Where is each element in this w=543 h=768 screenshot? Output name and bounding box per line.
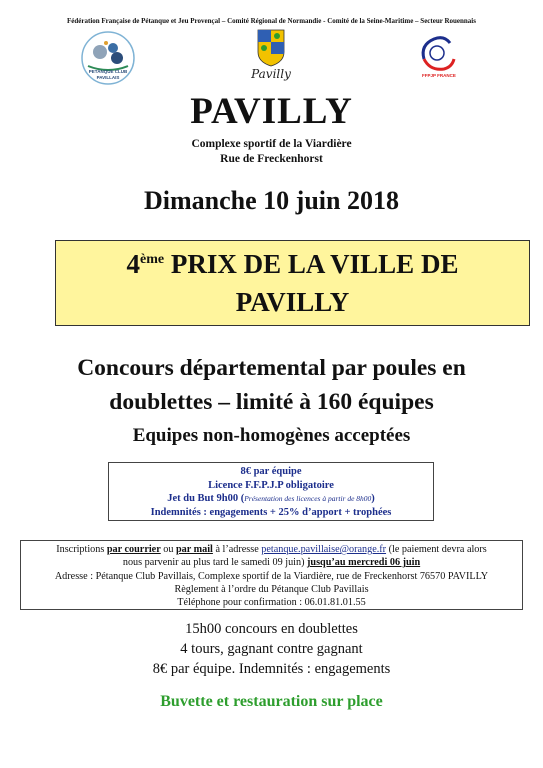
info-box (108, 462, 434, 521)
event-date: Dimanche 10 juin 2018 (144, 186, 399, 215)
concours-line-1: Concours départemental par poules en (77, 355, 466, 381)
logo-center-text: Pavilly (251, 67, 291, 81)
petanque-club-logo (80, 30, 136, 86)
inscriptions-telephone: Téléphone pour confirmation : 06.01.81.01.55 (177, 597, 366, 609)
venue-line-2: Rue de Freckenhorst (220, 153, 323, 165)
ffpjp-logo (410, 31, 460, 81)
federation-line: Fédération Française de Pétanque et Jeu Provençal – Comité Régional de Normandie - Comité de la Seine-Maritime – Secteur Rouennais (67, 17, 476, 25)
logo-left-text-bottom: PAVILLAIS (96, 75, 120, 80)
prix-line-1: 4ème PRIX DE LA VILLE DE (126, 249, 459, 279)
inscriptions-box (20, 540, 523, 610)
info-price: 8€ par équipe (240, 466, 302, 477)
info-jet-note: Présentation des licences à partir de 8h00 (244, 494, 372, 503)
prix-line-2: PAVILLY (235, 287, 350, 317)
inscriptions-address: Adresse : Pétanque Club Pavillais, Complexe sportif de la Viardière, rue de Freckenhorst 76570 PAVILLY (54, 570, 489, 582)
prix-banner (55, 240, 530, 326)
detail-line-3: 8€ par équipe. Indemnités : engagements (152, 661, 391, 677)
detail-line-1: 15h00 concours en doublettes (185, 621, 358, 637)
info-jet: Jet du But 9h00 (Présentation des licences à partir de 8h00) (167, 493, 375, 504)
inscriptions-line-2: nous parvenir au plus tard le samedi 09 juin) jusqu’au mercredi 06 juin (122, 557, 421, 569)
concours-line-3: Equipes non-homogènes acceptées (132, 425, 411, 446)
logo-right-text: FFPJP FRANCE (422, 73, 456, 78)
inscriptions-line-1: Inscriptions par courrier ou par mail à l’adresse petanque.pavillaise@orange.fr (le paiement devra alors (56, 544, 487, 555)
detail-line-2: 4 tours, gagnant contre gagnant (180, 641, 363, 657)
email-link[interactable]: petanque.pavillaise@orange.fr (261, 544, 387, 555)
concours-line-2: doublettes – limité à 160 équipes (109, 389, 434, 415)
info-indemnites: Indemnités : engagements + 25% d’apport + trophées (150, 506, 392, 518)
pavilly-crest-logo (246, 28, 296, 82)
inscriptions-reglement: Règlement à l’ordre du Pétanque Club Pavillais (174, 583, 369, 595)
page-title: PAVILLY (190, 91, 353, 132)
logo-left-text-top: PETANQUE CLUB (88, 69, 128, 74)
buvette-line: Buvette et restauration sur place (160, 693, 383, 710)
info-licence: Licence F.F.P.J.P obligatoire (208, 479, 334, 491)
venue-line-1: Complexe sportif de la Viardière (191, 138, 352, 150)
